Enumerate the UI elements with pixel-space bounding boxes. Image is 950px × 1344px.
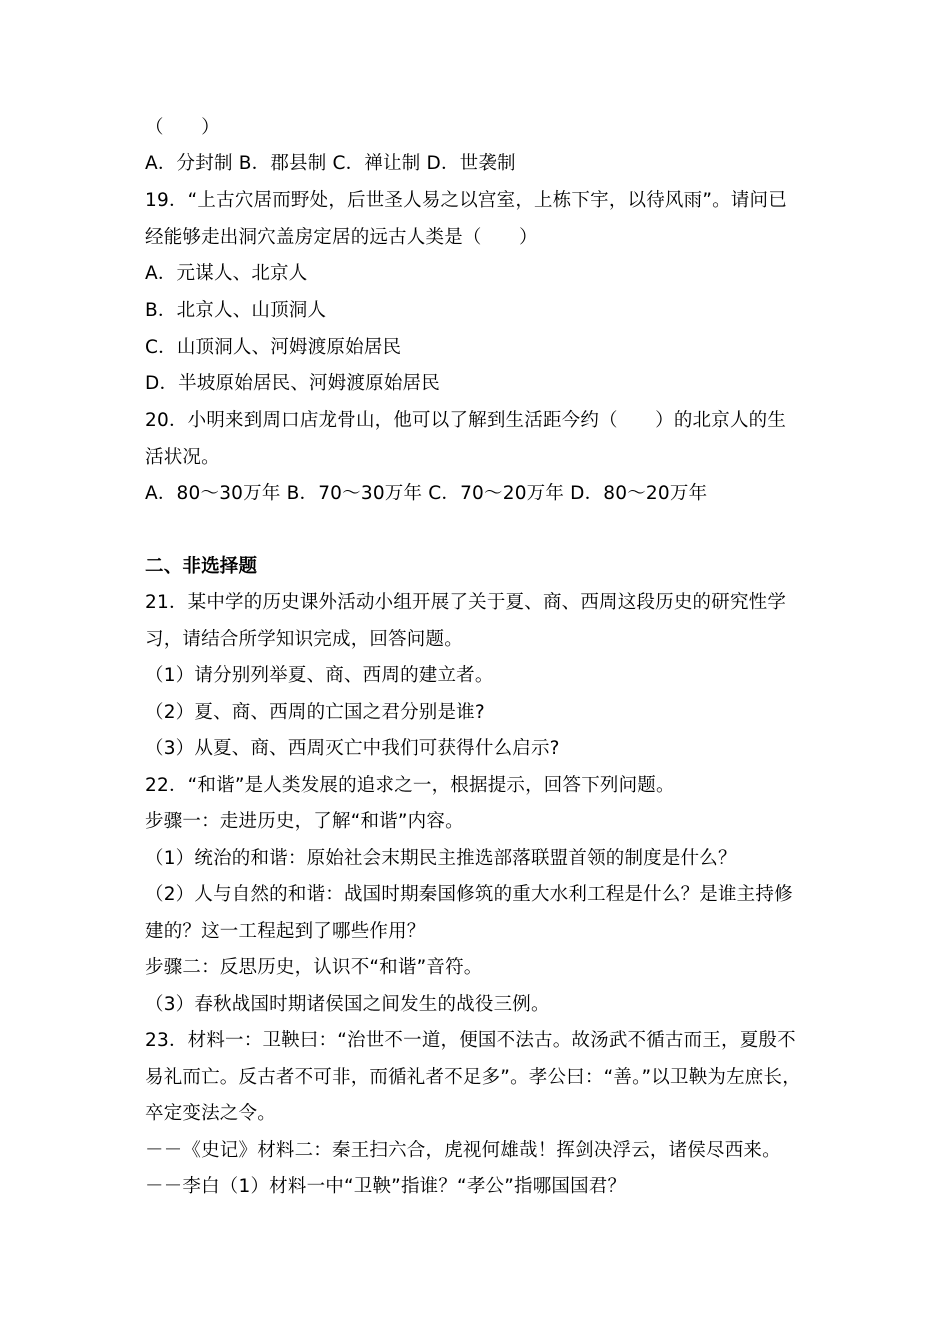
- q21-stem-line2: 习，请结合所学知识完成，回答问题。: [145, 629, 463, 650]
- q21-sub1: （1）请分别列举夏、商、西周的建立者。: [145, 665, 494, 686]
- q23-sub1: －－李白（1）材料一中“卫鞅”指谁？“孝公”指哪国国君？: [145, 1176, 627, 1197]
- q22-sub1: （1）统治的和谐：原始社会末期民主推选部落联盟首领的制度是什么？: [145, 848, 737, 869]
- q21-sub2: （2）夏、商、西周的亡国之君分别是谁?: [145, 702, 485, 723]
- q21-sub3: （3）从夏、商、西周灭亡中我们可获得什么启示?: [145, 738, 560, 759]
- q19-option-b: B．北京人、山顶洞人: [145, 300, 327, 321]
- q19-stem-line2: 经能够走出洞穴盖房定居的远古人类是（ ）: [145, 227, 538, 248]
- q20-options: A．80～30万年 B．70～30万年 C．70～20万年 D．80～20万年: [145, 483, 708, 504]
- q22-step2: 步骤二：反思历史，认识不“和谐”音符。: [145, 957, 483, 978]
- q23-material1-line3: 卒定变法之令。: [145, 1103, 276, 1124]
- section-heading-non-choice: 二、非选择题: [145, 556, 258, 577]
- q19-stem-line1: 19．“上古穴居而野处，后世圣人易之以宫室，上栋下宇，以待风雨”。请问已: [145, 190, 787, 211]
- q23-material1-line2: 易礼而亡。反古者不可非，而循礼者不足多”。孝公曰：“善。”以卫鞅为左庶长，: [145, 1067, 801, 1088]
- answer-bracket-q18: （ ）: [145, 117, 220, 138]
- q20-stem-line1: 20．小明来到周口店龙骨山，他可以了解到生活距今约（ ）的北京人的生: [145, 410, 787, 431]
- q23-material1-line1: 23．材料一：卫鞅曰：“治世不一道，便国不法古。故汤武不循古而王，夏殷不: [145, 1030, 796, 1051]
- q22-sub2-line2: 建的？这一工程起到了哪些作用？: [145, 921, 426, 942]
- q22-step1: 步骤一：走进历史，了解“和谐”内容。: [145, 811, 464, 832]
- q23-material2: －－《史记》材料二：秦王扫六合，虎视何雄哉！挥剑决浮云，诸侯尽西来。: [145, 1140, 781, 1161]
- q20-stem-line2: 活状况。: [145, 447, 220, 468]
- q19-option-a: A．元谋人、北京人: [145, 263, 308, 284]
- q22-sub3: （3）春秋战国时期诸侯国之间发生的战役三例。: [145, 994, 550, 1015]
- q22-sub2-line1: （2）人与自然的和谐：战国时期秦国修筑的重大水利工程是什么？是谁主持修: [145, 884, 793, 905]
- q18-options: A．分封制 B．郡县制 C．禅让制 D．世袭制: [145, 153, 516, 174]
- q19-option-d: D．半坡原始居民、河姆渡原始居民: [145, 373, 440, 394]
- q22-stem: 22．“和谐”是人类发展的追求之一，根据提示，回答下列问题。: [145, 775, 675, 796]
- q21-stem-line1: 21．某中学的历史课外活动小组开展了关于夏、商、西周这段历史的研究性学: [145, 592, 787, 613]
- q19-option-c: C．山顶洞人、河姆渡原始居民: [145, 337, 402, 358]
